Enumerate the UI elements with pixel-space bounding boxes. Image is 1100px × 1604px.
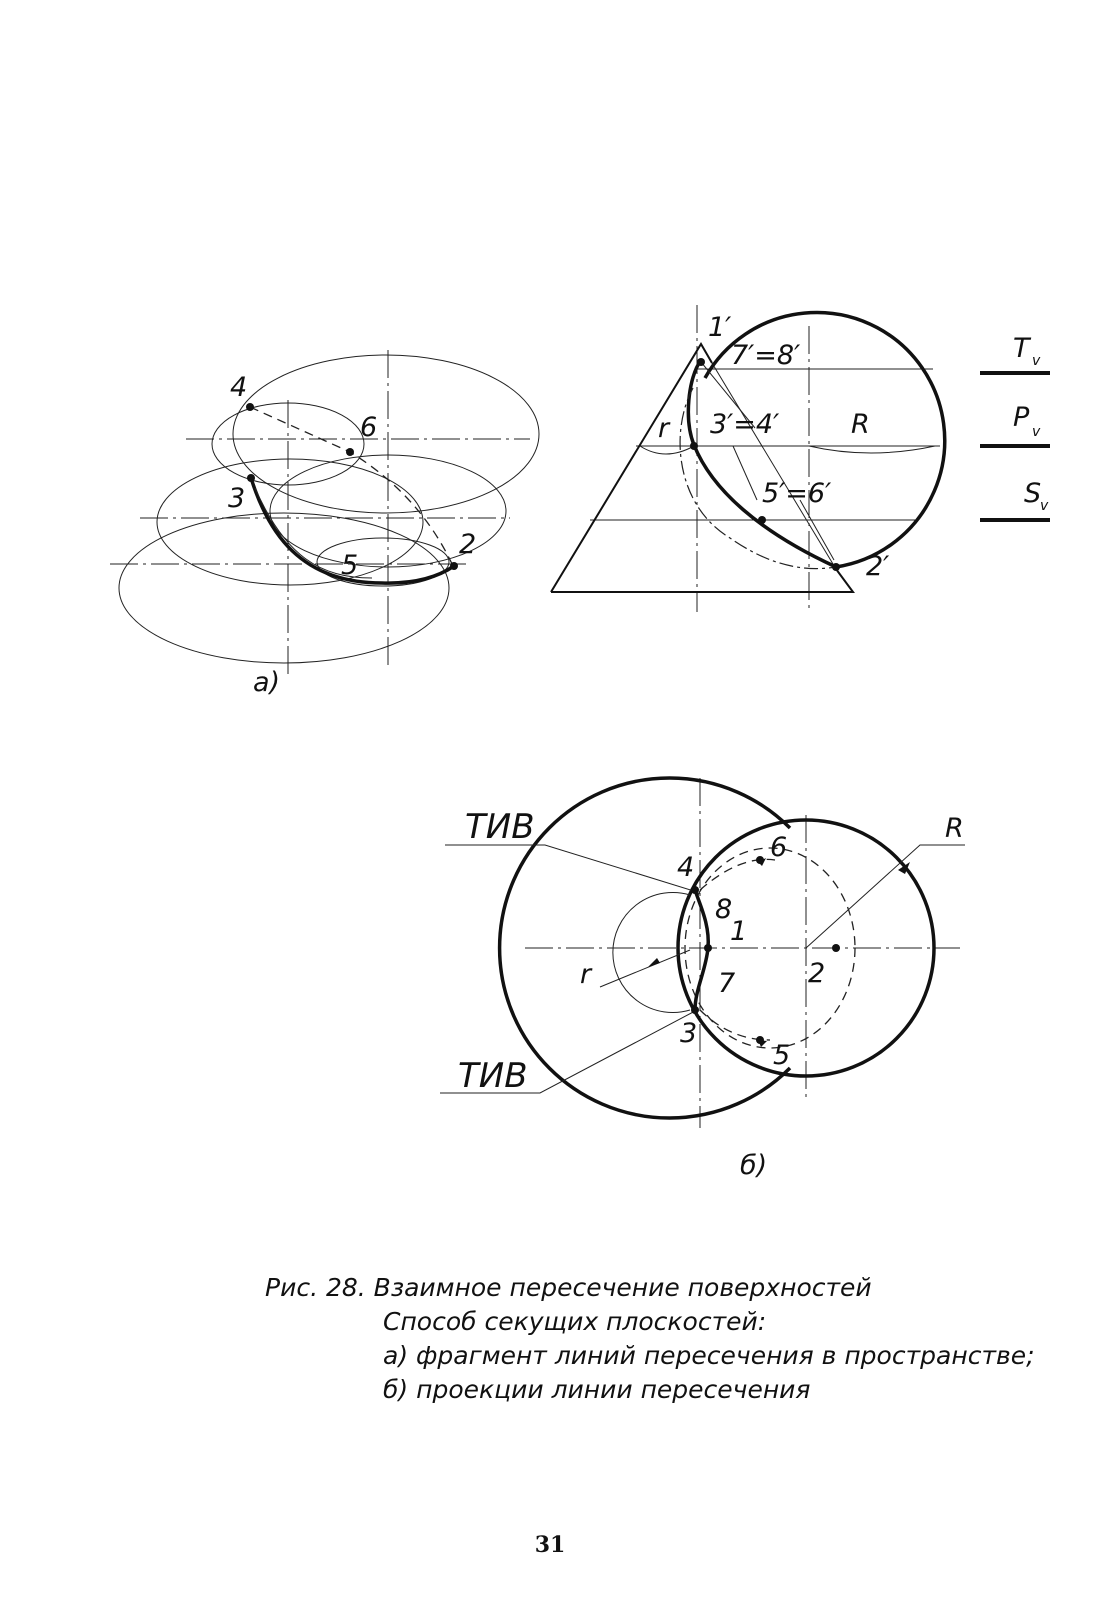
label-plane-s-sub: v [1040,498,1049,514]
label-point-5: 5 [341,550,359,581]
label-point-3-top: 3 [680,1018,698,1049]
label-figure-a: а) [253,667,281,698]
cone-outline-left [551,344,712,592]
label-point-2-top: 2 [808,958,826,989]
intersection-front-curve [688,360,836,567]
label-figure-b: б) [740,1150,768,1181]
label-point-4-top: 4 [677,852,695,883]
label-point-7-8-front: 7′=8′ [731,340,801,371]
caption-line-2: Способ секущих плоскостей: [383,1307,767,1336]
figure-b [440,778,965,1181]
label-point-1-front: 1′ [708,312,732,343]
label-point-1-top: 1 [730,916,748,947]
caption-line-3: а) фрагмент линий пересечения в пространстве; [383,1341,1035,1370]
plane-p-ellipse-large [157,459,423,585]
label-plane-p: P [1013,402,1030,433]
point-6-top [756,856,764,864]
arc-radius-r [640,446,694,454]
hidden-line-4-6-2 [250,407,453,566]
point-7-8-front [697,358,705,366]
point-6 [346,448,354,456]
point-5-top [756,1036,764,1044]
point-2 [450,562,458,570]
label-point-6: 6 [360,412,378,443]
point-5-6-front [758,516,766,524]
arrow-radius-r [648,958,660,967]
label-plane-t: T [1013,333,1030,364]
point-3-4-front [690,442,698,450]
page-number: 31 [534,1532,566,1558]
point-2-front [832,563,840,571]
figure-caption [265,1273,1035,1404]
caption-line-1: Рис. 28. Взаимное пересечение поверхностей [265,1273,872,1302]
point-4 [246,403,254,411]
caption-line-4: б) проекции линии пересечения [383,1375,811,1404]
label-plane-p-sub: v [1032,424,1041,440]
label-point-5-top: 5 [773,1040,791,1071]
point-1-top [704,944,712,952]
label-radius-R-front: R [851,409,870,440]
cone-base-ellipse [119,513,449,663]
figure-front-view [551,305,1050,612]
label-point-4: 4 [230,372,248,403]
label-radius-r-top: r [580,959,592,990]
point-4-top [691,886,699,894]
point-2-top [832,944,840,952]
arc-radius-R [809,446,935,453]
label-point-6-top: 6 [770,832,788,863]
point-3-top [691,1006,699,1014]
leader-radius-r [600,950,690,987]
label-point-5-6-front: 5′=6′ [762,478,832,509]
label-point-8-top: 8 [715,894,733,925]
point-3 [247,474,255,482]
label-radius-R-top: R [945,813,964,844]
label-point-3-4-front: 3′=4′ [710,409,780,440]
cone-outline-base [551,569,853,592]
label-radius-r-front: r [658,413,670,444]
label-point-3: 3 [228,483,246,514]
label-tiv-lower: ТИВ [458,1056,528,1096]
figure-a [110,350,539,698]
label-point-7-top: 7 [718,968,736,999]
label-point-2: 2 [459,529,477,560]
leader-3-4 [733,446,757,500]
label-tiv-upper: ТИВ [465,807,535,847]
label-plane-t-sub: v [1032,353,1041,369]
leader-tiv-upper [445,845,697,892]
label-plane-s: S [1024,478,1042,509]
label-point-2-front: 2′ [866,551,890,582]
leader-radius-R [806,845,965,948]
